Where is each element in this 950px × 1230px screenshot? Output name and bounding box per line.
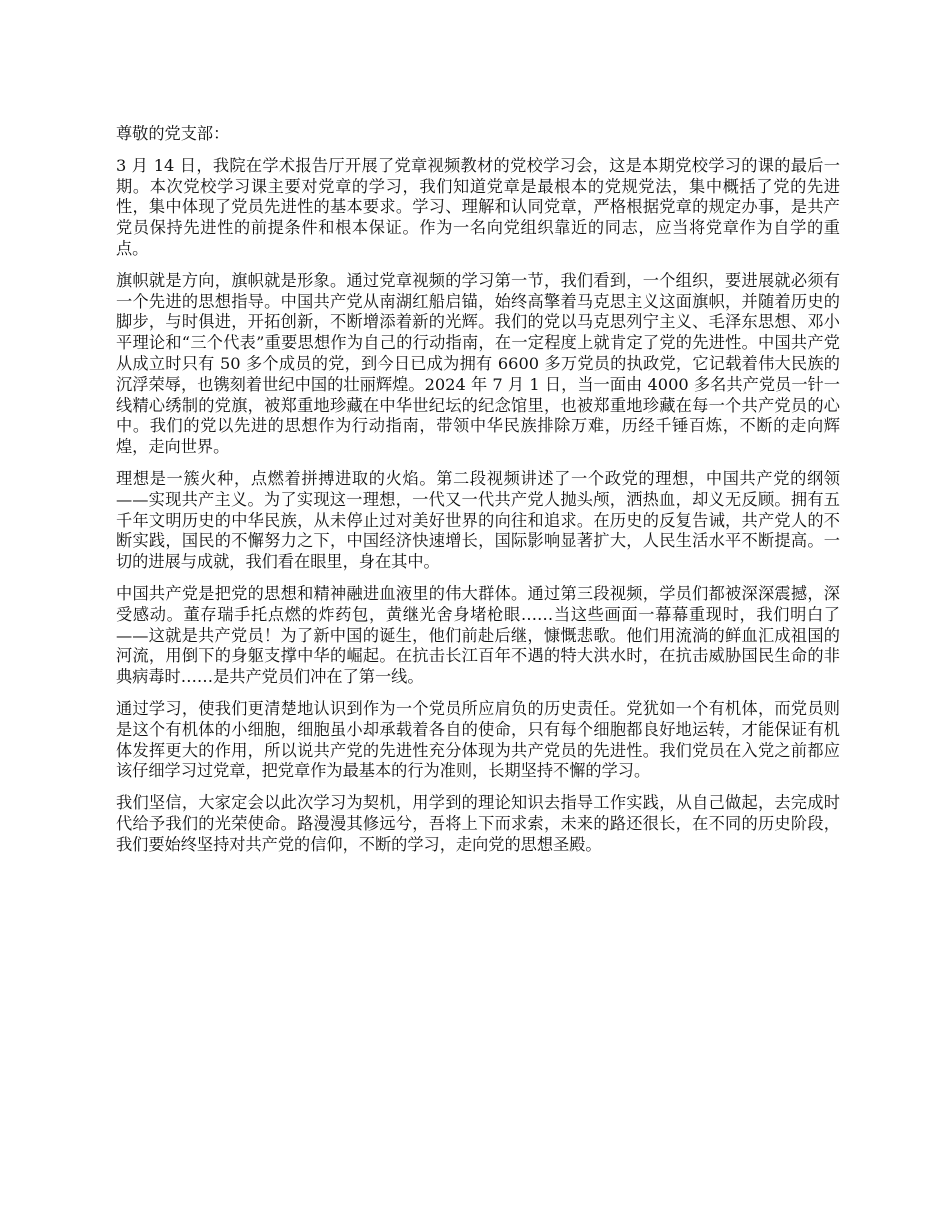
document-body bbox=[116, 124, 840, 867]
paragraph: 旗帜就是方向，旗帜就是形象。通过党章视频的学习第一节，我们看到，一个组织，要进展就必须有一个先进的思想指导。中国共产党从南湖红船启锚，始终高擎着马克思主义这面旗帜，并随着历史的脚步，与时俱进，开拓创新，不断增添着新的光辉。我们的党以马克思列宁主义、毛泽东思想、邓小平理论和“三个代表”重要思想作为自己的行动指南，在一定程度上就肯定了党的先进性。中国共产党从成立时只有 50 多个成员的党，到今日已成为拥有 6600 多万党员的执政党，它记载着伟大民族的沉浮荣辱，也镌刻着世纪中国的壮丽辉煌。2024 年 7 月 1 日，当一面由 4000 多名共产党员一针一线精心绣制的党旗，被郑重地珍藏在中华世纪坛的纪念馆里，也被郑重地珍藏在每一个共产党员的心中。我们的党以先进的思想作为行动指南，带领中华民族排除万难，历经千锤百炼，不断的走向辉煌，走向世界。 bbox=[116, 270, 840, 457]
paragraph: 理想是一簇火种，点燃着拼搏进取的火焰。第二段视频讲述了一个政党的理想，中国共产党的纲领——实现共产主义。为了实现这一理想，一代又一代共产党人抛头颅，洒热血，却义无反顾。拥有五千年文明历史的中华民族，从未停止过对美好世界的向往和追求。在历史的反复告诫，共产党人的不断实践，国民的不懈努力之下，中国经济快速增长，国际影响显著扩大，人民生活水平不断提高。一切的进展与成就，我们看在眼里，身在其中。 bbox=[116, 468, 840, 572]
paragraph: 3 月 14 日，我院在学术报告厅开展了党章视频教材的党校学习会，这是本期党校学习的课的最后一期。本次党校学习课主要对党章的学习，我们知道党章是最根本的党规党法，集中概括了党的先进性，集中体现了党员先进性的基本要求。学习、理解和认同党章，严格根据党章的规定办事，是共产党员保持先进性的前提条件和根本保证。作为一名向党组织靠近的同志，应当将党章作为自学的重点。 bbox=[116, 155, 840, 258]
paragraph: 我们坚信，大家定会以此次学习为契机，用学到的理论知识去指导工作实践，从自己做起，去完成时代给予我们的光荣使命。路漫漫其修远兮，吾将上下而求索，未来的路还很长，在不同的历史阶段，我们要始终坚持对共产党的信仰，不断的学习，走向党的思想圣殿。 bbox=[116, 793, 840, 854]
paragraph: 通过学习，使我们更清楚地认识到作为一个党员所应肩负的历史责任。党犹如一个有机体，而党员则是这个有机体的小细胞，细胞虽小却承载着各自的使命，只有每个细胞都良好地运转，才能保证有机体发挥更大的作用，所以说共产党的先进性充分体现为共产党员的先进性。我们党员在入党之前都应该仔细学习过党章，把党章作为最基本的行为准则，长期坚持不懈的学习。 bbox=[116, 698, 840, 781]
paragraph: 中国共产党是把党的思想和精神融进血液里的伟大群体。通过第三段视频，学员们都被深深震撼，深受感动。董存瑞手托点燃的炸药包，黄继光舍身堵枪眼……当这些画面一幕幕重现时，我们明白了——这就是共产党员！为了新中国的诞生，他们前赴后继，慷慨悲歌。他们用流淌的鲜血汇成祖国的河流，用倒下的身躯支撑中华的崛起。在抗击长江百年不遇的特大洪水时，在抗击威胁国民生命的非典病毒时……是共产党员们冲在了第一线。 bbox=[116, 583, 840, 687]
salutation: 尊敬的党支部： bbox=[116, 124, 230, 143]
